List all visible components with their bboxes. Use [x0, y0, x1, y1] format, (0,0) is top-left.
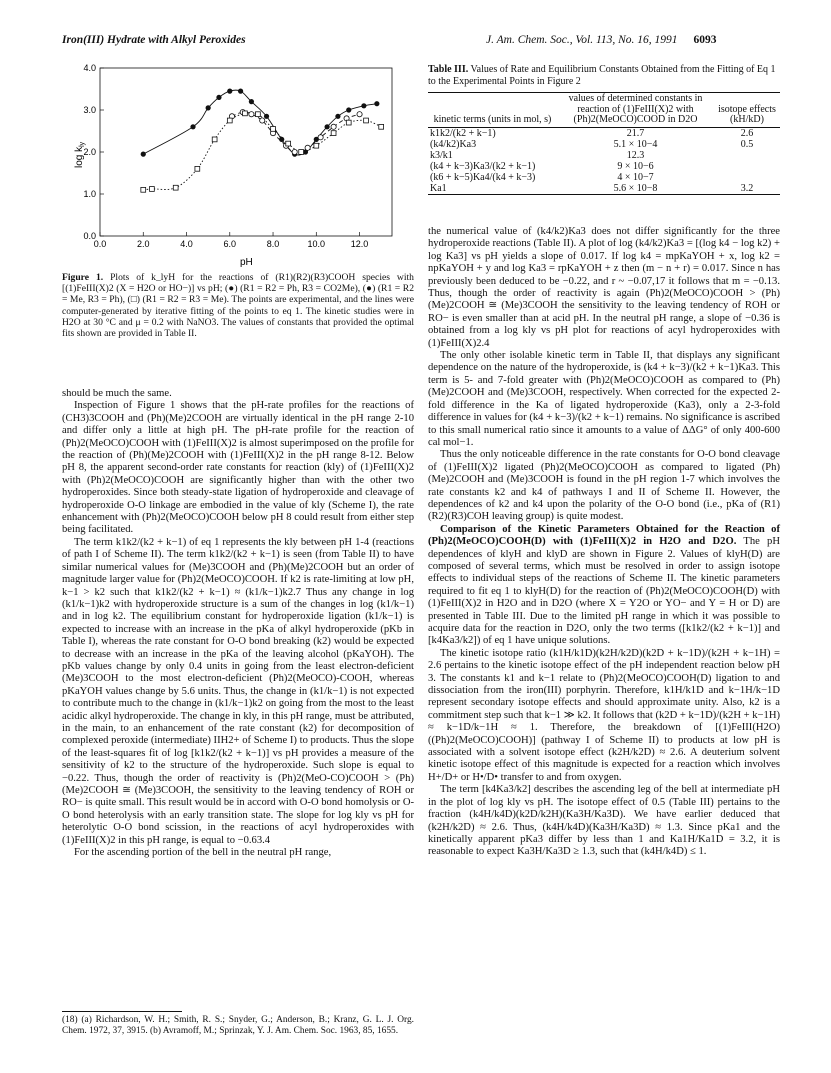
series-3-point [195, 166, 200, 171]
x-tick-label: 0.0 [93, 239, 107, 249]
series-3-point [346, 120, 351, 125]
series-2-point [305, 145, 310, 150]
series-3-point [243, 111, 248, 116]
x-tick-label: 10.0 [307, 239, 326, 249]
paragraph: The pH dependences of klyH and klyD are shown in Figure 2. Values of klyH(D) are composed of several terms, which must be resolved in order to assign isotope effects to individual steps of the reactions of Scheme II. The kinetic parameters required to fit eq 1 to klyH(D) for the reaction of (Ph)2(MeOCO)COOH(D) with (1)FeIII(X)2 in H2O and in D2O (where X = Y2O or YO− and Y = H or D) are presented in Table III. Due to the limited pH range in which it was possible to acquire data for the reaction in D2O, only the two terms ([k1k2/(k2 + k−1)] and [k4Ka3/k2]) of eq 1 have unique solutions. [428, 536, 780, 647]
series-1-point [141, 152, 146, 157]
paragraph: The term [k4Ka3/k2] describes the ascending leg of the bell at intermediate pH in the plot of log kly vs pH. The isotope effect of 0.5 (Table III) pertains to the fraction (k4H/k4D)(k2D/k2H)(Ka3H/Ka3D). We have earlier deduced that (k2H/k2D) ≈ 2.6. Thus, (k4H/k4D)(Ka3H/Ka3D) ≈ 1.3. Since pKa1 and the kinetically apparent pKa3 differ by less than 1 and Ka1H/Ka1D = 3.2, it is reasonable to expect Ka3H/Ka3D ≥ 1.3, such that (k4H/k4D) ≤ 1. [428, 784, 780, 858]
footnote: (18) (a) Richardson, W. H.; Smith, R. S.; Snyder, G.; Anderson, B.; Kranz, G. L. J. Org. Chem. 1972, 37, 3915. (b) Avramoff, M.; Sprinzak, Y. J. Am. Chem. Soc. 1963, 85, 1655. [62, 1015, 414, 1036]
series-1-point [238, 89, 243, 94]
series-3-point [173, 185, 178, 190]
table-3-caption [428, 64, 780, 87]
paragraph: The kinetic isotope ratio (k1H/k1D)(k2H/k2D)(k2D + k−1D)/(k2H + k−1H) = 2.6 pertains to the kinetic isotope effect of the pH independent reaction below pH 3. The constants k1 and k−1 relate to (Ph)2(MeOCO)COOH(D) ligation to and dissociation from the iron(III) porphyrin. Therefore, k1H/k1D and k−1H/k−1D represent secondary isotope effects and should approximate unity. Also, k2 is a commitment step such that k−1 ≫ k2. It follows that (k2D + k−1D)/(k2H + k−1H) ≈ k−1D/k−1H ≈ 1. Therefore, the breakdown of [(1)FeIII(H2O)((Ph)2(MeOCO)COOH)] (pathway I of Scheme II) to products at low pH is associated with a solvent isotope effect (k2H/k2D) ≈ 2.6. A deuterium solvent kinetic isotope effect of this magnitude is expected for a reaction which involves H+/D+ or H•/D• transfer to and from oxygen. [428, 647, 780, 783]
series-1-point [264, 114, 269, 119]
series-1-point [325, 124, 330, 129]
paragraph: Inspection of Figure 1 shows that the pH-rate profiles for the reactions of (CH3)3COOH and (Ph)(Me)2COOH are virtually identical in the pH range 2-10 and differ only a little at high pH. The pH-rate profile for the reaction of (Ph)2(MeOCO)COOH with (1)FeIII(X)2 is almost superimposed on the profile for the reaction of (Ph)(Me)2COOH with (1)FeIII(X)2 in the pH range 8-12. Below pH 8, the apparent second-order rate constants for reaction (kly) of (1)FeIII(X)2 with (Ph)2(MeOCO)COOH are significantly higher than with the other two hydroperoxides. Since both steady-state ligation of hydroperoxide and cleavage of hydroperoxide O-O linkage are embodied in the value of kly (Scheme I), the rate enhancement with (Ph)2(MeOCO)COOH below pH 8 could result from either step being facilitated. [62, 400, 414, 536]
table-row [428, 150, 780, 161]
paragraph: should be much the same. [62, 388, 172, 399]
journal-citation: J. Am. Chem. Soc., Vol. 113, No. 16, 1991 [486, 34, 678, 46]
series-1-point [346, 107, 351, 112]
series-3-point [364, 118, 369, 123]
table-title: Values of Rate and Equilibrium Constants Obtained from the Fitting of Eq 1 to the Experimental Points in Figure 2 [428, 64, 776, 87]
chart-ticks [83, 63, 368, 249]
series-1-point [190, 124, 195, 129]
series-1-point [206, 105, 211, 110]
y-axis-label-sub: ly [79, 141, 86, 147]
isotope-effect-cell: 3.2 [714, 183, 780, 195]
constant-value-cell: 5.1 × 10−4 [613, 138, 658, 150]
x-tick-label: 2.0 [137, 239, 150, 249]
table-row [428, 127, 780, 139]
x-axis-label: pH [240, 257, 253, 268]
figure-caption-label: Figure 1. [62, 272, 104, 283]
table-header-isotope: isotope effects (kH/kD) [714, 93, 780, 128]
series-3-point [150, 187, 155, 192]
series-1-point [249, 99, 254, 104]
table-header-values: values of determined constants in reaction of (1)FeIII(X)2 with (Ph)2(MeOCO)COOD in D2O [557, 93, 714, 128]
paragraph: Thus the only noticeable difference in the rate constants for O-O bond cleavage of (1)FeIII(X)2 ligated (Ph)2(MeOCO)COOH as compared to ligated (Ph)(Me)2COOH and (Me)3COOH is found in the pH region 1-7 which involves the rate constants k2 and k4 of pathways I and II of Scheme II. However, the dependences of k2 and k4 upon the polarity of the O-O bond (i.e., pKa of (R1)(R2)(R3)COH leaving group) is quite modest. [428, 449, 780, 523]
series-1-point [216, 95, 221, 100]
chart-lines [143, 90, 381, 190]
constant-value-cell: 5.6 × 10−8 [557, 183, 714, 195]
paragraph: the numerical value of (k4/k2)Ka3 does not differ significantly for the three hydroperoxide reactions (Table II). A plot of log (k4/k2)Ka3 = [(log k4 − log k2) + log Ka3] vs pH yields a slope of 0.017. If log k4 = mpKaYOH + x, log k2 = npKaYOH + y and log Ka3 = rpKaYOH + z then (m − n + r) = 0.017. Since n has previously been deduced to be −0.22, and r ~ −0.07,17 it follows that m = −0.13. Thus, though the order of reactivity is again (Ph)2(MeOCO)COOH > (Ph)(Me)2COOH ≅ (Me)3COOH the sensitivity to the leaving tendency of ROH or RO− is even smaller than at acid pH. In the neutral pH range, a slope of −0.36 is obtained from a log kly vs pH plot for reactions of acyl hydroperoxides with (1)FeIII(X)2.4 [428, 226, 780, 349]
series-2-point [260, 118, 265, 123]
section-subheading: Comparison of the Kinetic Parameters Obtained for the Reaction of (Ph)2(MeOCO)COOH(D) with (1)FeIII(X)2 in H2O and D2O. [428, 523, 780, 548]
running-head-right [486, 34, 717, 46]
series-2-point [357, 112, 362, 117]
table-label: Table III. [428, 64, 469, 75]
series-2-point [318, 135, 323, 140]
y-tick-label: 2.0 [83, 147, 96, 157]
table-row [428, 161, 780, 172]
kinetic-term-cell: (k4 + k−3)Ka3/(k2 + k−1) [430, 160, 536, 172]
figure-1-chart [62, 58, 414, 268]
series-1-point [374, 101, 379, 106]
y-axis-label-main: log k [74, 146, 85, 168]
series-3-point [299, 150, 304, 155]
right-column-text [428, 226, 780, 859]
kinetic-term-cell: (k6 + k−5)Ka4/(k4 + k−3) [430, 171, 536, 183]
series-3-point [212, 137, 217, 142]
series-3-point [227, 118, 232, 123]
paragraph: The only other isolable kinetic term in Table II, that displays any significant dependence on the nature of the hydroperoxide, is (k4 + k−3)/(k2 + k−1)Ka3. This term is 5- and 7-fold greater with (Ph)2(MeOCO)COOH as compared to (Ph)(Me)2COOH and (Me)3COOH, respectively. When corrected for the expected 2-fold difference in the Ka of ligated hydroperoxide (Ka3), only a 2-3-fold difference in values for (k4 + k−3)/(k2 + k−1) remains. No significance is ascribed to this small numerical ratio since it amounts to a value of ΔΔG° of only 400-600 cal mol−1. [428, 350, 780, 448]
table-header-kinetic-terms: kinetic terms (units in mol, s) [428, 93, 557, 128]
y-tick-label: 1.0 [83, 189, 96, 199]
x-tick-label: 8.0 [266, 239, 280, 249]
isotope-effect-cell: 0.5 [740, 138, 754, 150]
x-tick-label: 4.0 [180, 239, 193, 249]
series-2-line [232, 112, 360, 152]
footnote-rule [62, 1011, 182, 1012]
isotope-effect-cell [714, 161, 780, 172]
kinetic-term-cell: (k4/k2)Ka3 [430, 138, 477, 150]
left-column-text [62, 388, 414, 859]
table-row [428, 172, 780, 183]
chart-points [141, 89, 384, 193]
table-3-body [428, 127, 780, 194]
table-3 [428, 92, 780, 195]
series-3-line [143, 112, 381, 189]
paragraph: The term k1k2/(k2 + k−1) of eq 1 represents the kly between pH 1-4 (reactions of path I of Scheme II). The term k1k2/(k2 + k−1) is seen (from Table II) to have similar numerical values for (Me)3COOH and (Ph)(Me)2COOH but an order of magnitude larger value for (Ph)2(MeOCO)COOH. If k2 is rate-limiting at low pH, k−1 > k2 such that k1k2/(k2 + k−1) ≈ (k1/k−1)k2.7 Thus any change in log (k1/k−1)k2 with hydroperoxide structure is a sum of the changes in log (k1/k−1) and in log k2. The equilibrium constant for hydroperoxide ligation (k1/k−1) is expected to increase with an increase in the pKa of alkyl hydroperoxide (pKb in Table I), whereas the rate constant for O-O bond breaking (k2) would be expected to decrease with an increase in the pKa of the leaving alcohol (pKaYOH). The pKb values change by only 0.4 units in going from the least electron-deficient (Me)3COOH to the most electron-deficient (Ph)2(MeOCO)-COOH, whereas pKaYOH values change by 5.6 units. Thus, the change in (k1/k−1) is not expected to contribute much to the change in (k1/k−1)k2 on going from the most to the least acidic alkyl hydroperoxide. The change in kly, in this pH range, must be attributed, in the main, to an enhancement of the rate constant (k2) for decomposition of complexed peroxide (intermediate) IIH2+ of Scheme I) to products. Thus the slope of the least-squares fit of log [k1k2/(k2 + k−1)] vs pH provides a measure of the sensitivity of k2 to the structure of the hydroperoxide. Such slope is equal to −0.22. Thus, though the order of reactivity is (Ph)2(MeO-CO)COOH > (Ph)(Me)2COOH ≅ (Me)3COOH, the sensitivity to the leaving tendency of ROH or RO− is quite small. This result would be in accord with O-O bond homolysis or O-O bond heterolysis with an early transition state. The slope for log kly vs pH for heterolytic O-O bond scission, in the reactions of acyl hydroperoxides with (1)FeIII(X)2 in this pH range, is equal to −0.63.4 [62, 536, 414, 846]
series-1-point [279, 137, 284, 142]
constant-value-cell: 12.3 [626, 149, 645, 161]
y-axis-label [74, 141, 86, 168]
series-1-point [335, 114, 340, 119]
y-tick-label: 0.0 [83, 231, 96, 241]
series-3-point [271, 127, 276, 132]
series-1-point [361, 103, 366, 108]
figure-caption-text: Plots of k_lyH for the reactions of (R1)(R2)(R3)COOH species with [(1)FeIII(X)2 (X = H2O or HO−)] vs pH; (●) (R1 = R2 = Ph, R3 = CO2Me), (●) (R1 = R2 = Me, R3 = Ph), (□) (R1 = R2 = R3 = Me). The points are experimental, and the lines were computer-generated by iterative fitting of the points to eq 1. The kinetic studies were in H2O at 30 °C and μ = 0.2 with NaNO3. The values of constants that provided the optimal fits shown are provided in Table II. [62, 272, 414, 340]
kinetic-term-cell: k1k2/(k2 + k−1) [430, 127, 496, 139]
page-number: 6093 [693, 34, 717, 46]
series-2-point [249, 112, 254, 117]
constant-value-cell: 9 × 10−6 [617, 160, 654, 172]
x-tick-label: 12.0 [350, 239, 369, 249]
table-row [428, 139, 780, 150]
kinetic-term-cell: k3/k1 [430, 149, 453, 161]
paragraph: For the ascending portion of the bell in the neutral pH range, [74, 847, 332, 859]
constant-value-cell: 4 × 10−7 [617, 171, 654, 183]
series-3-point [379, 124, 384, 129]
table-row [428, 183, 780, 195]
x-tick-label: 6.0 [223, 239, 237, 249]
series-3-point [255, 112, 260, 117]
series-2-point [331, 124, 336, 129]
isotope-effect-cell: 2.6 [740, 127, 754, 139]
y-tick-label: 4.0 [83, 63, 96, 73]
series-3-point [331, 131, 336, 136]
series-2-point [292, 149, 297, 154]
running-head-left: Iron(III) Hydrate with Alkyl Peroxides [62, 34, 246, 46]
kinetic-term-cell: Ka1 [428, 183, 557, 195]
isotope-effect-cell [714, 150, 780, 161]
series-3-point [314, 143, 319, 148]
figure-caption [62, 272, 414, 339]
series-1-point [227, 89, 232, 94]
isotope-effect-cell [714, 172, 780, 183]
series-3-point [286, 141, 291, 146]
y-tick-label: 3.0 [83, 105, 96, 115]
constant-value-cell: 21.7 [626, 127, 645, 139]
series-3-point [141, 187, 146, 192]
